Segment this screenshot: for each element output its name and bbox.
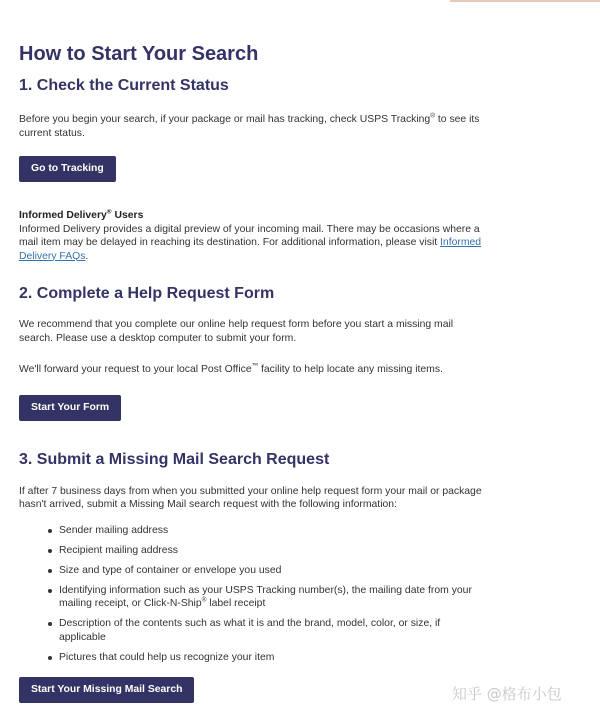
informed-delivery-title: Informed Delivery® Users (19, 208, 144, 221)
section1-intro: Before you begin your search, if your package or mail has tracking, check USPS Tracking® to see its current status. (19, 112, 480, 139)
list-item: Sender mailing address (59, 524, 489, 538)
informed-delivery-faqs-link[interactable]: Informed Delivery FAQs (19, 237, 482, 262)
section3-intro: If after 7 business days from when you submitted your online help request form your mail or package hasn't arrived, submit a Missing Mail search request with the following information: (19, 485, 482, 510)
watermark: 知乎 @格布小包 (452, 685, 562, 703)
go-to-tracking-button[interactable]: Go to Tracking (19, 156, 116, 182)
section2-para2: We'll forward your request to your local Post Office™ facility to help locate any missing items. (19, 362, 443, 375)
section2-para1: We recommend that you complete our online help request form before you start a missing mail search. Please use a desktop computer to submit your form. (19, 319, 454, 344)
list-item: Identifying information such as your USPS Tracking number(s), the mailing date from your mailing receipt, or Click-N-Ship® label receipt (59, 584, 489, 611)
start-missing-mail-search-button[interactable]: Start Your Missing Mail Search (19, 677, 194, 703)
required-info-list (19, 524, 489, 665)
main-content (19, 40, 489, 703)
section1-heading: 1. Check the Current Status (19, 77, 229, 94)
list-item: Pictures that could help us recognize your item (59, 651, 489, 665)
page-title: How to Start Your Search (19, 43, 259, 65)
start-your-form-button[interactable]: Start Your Form (19, 395, 121, 421)
top-accent-line (450, 0, 600, 2)
informed-delivery-text: Informed Delivery provides a digital preview of your incoming mail. There may be occasions where a mail item may be delayed in reaching its destination. For additional information, please visit Informed Delivery FAQs. (19, 223, 482, 262)
section2-heading: 2. Complete a Help Request Form (19, 285, 275, 302)
section3-heading: 3. Submit a Missing Mail Search Request (19, 450, 330, 468)
list-item: Recipient mailing address (59, 544, 489, 558)
list-item: Description of the contents such as what it is and the brand, model, color, or size, if applicable (59, 617, 489, 644)
list-item: Size and type of container or envelope you used (59, 564, 489, 578)
